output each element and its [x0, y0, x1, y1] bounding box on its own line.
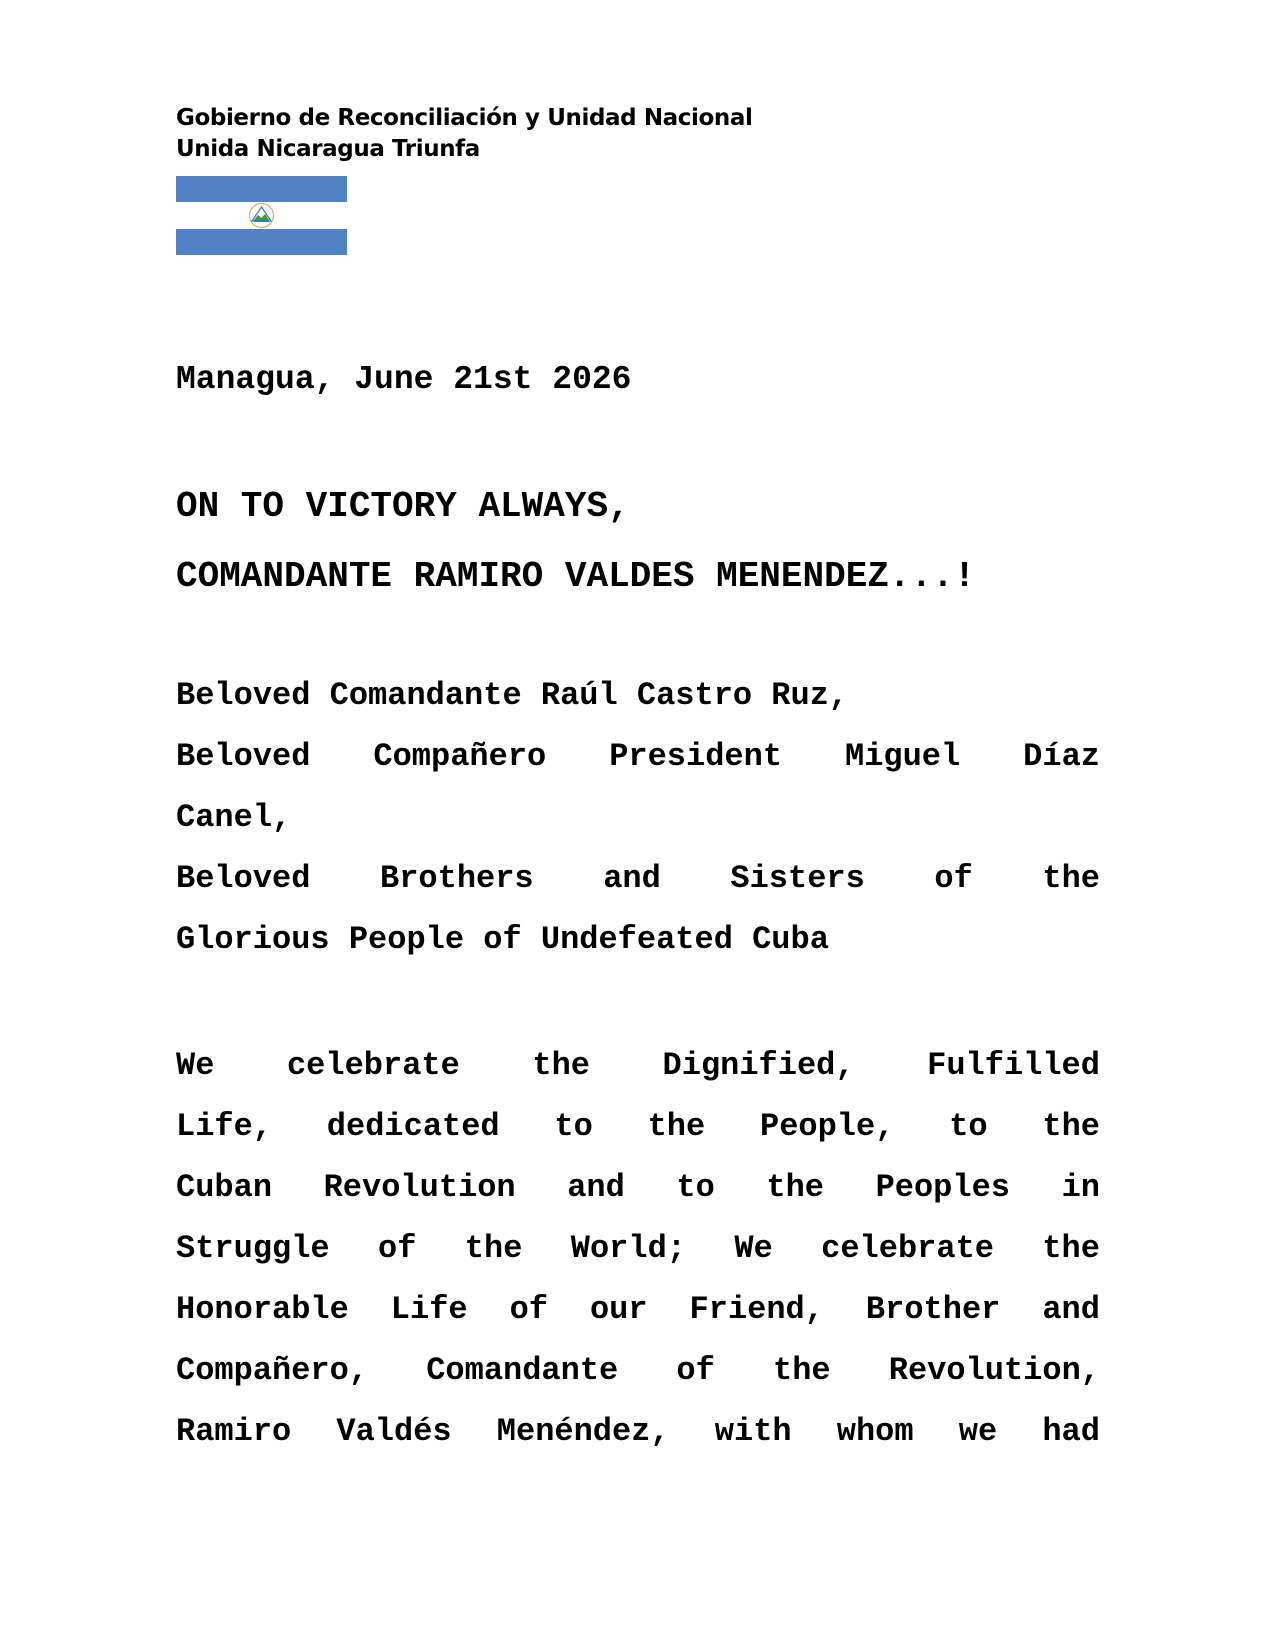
- salutation-line: [176, 798, 1100, 838]
- document-date: Managua, June 21st 2026: [176, 361, 632, 398]
- word: the: [772, 1352, 831, 1389]
- body-line: [176, 1168, 1100, 1208]
- word: the: [1042, 1108, 1100, 1145]
- word: Brothers: [380, 860, 534, 897]
- word: Dignified,: [662, 1047, 855, 1084]
- word: Miguel: [844, 738, 961, 775]
- word: Friend,: [689, 1291, 824, 1328]
- salutation-line: [176, 920, 1100, 960]
- word: the: [1042, 1230, 1100, 1267]
- word: had: [1042, 1413, 1100, 1450]
- word: Fulfilled: [927, 1047, 1100, 1084]
- headline-line-1: ON TO VICTORY ALWAYS,: [176, 486, 630, 527]
- word: Compañero: [373, 738, 547, 775]
- word: Beloved Comandante Raúl Castro Ruz,: [176, 677, 849, 714]
- word: Ramiro: [176, 1413, 292, 1450]
- word: the: [532, 1047, 590, 1084]
- salutation-line: [176, 676, 1100, 716]
- word: to: [949, 1108, 988, 1145]
- word: our: [589, 1291, 648, 1328]
- nicaragua-flag-icon: [176, 176, 347, 255]
- word: Beloved: [176, 738, 311, 775]
- word: and: [567, 1169, 625, 1206]
- word: Cuban: [176, 1169, 273, 1206]
- word: celebrate: [821, 1230, 994, 1267]
- word: Sisters: [730, 860, 865, 897]
- word: Revolution: [323, 1169, 516, 1206]
- body-line: [176, 1412, 1100, 1452]
- word: Beloved: [176, 860, 311, 897]
- word: of: [934, 860, 973, 897]
- word: Valdés: [336, 1413, 452, 1450]
- word: Revolution,: [888, 1352, 1100, 1389]
- letterhead-government: Gobierno de Reconciliación y Unidad Nacional: [176, 105, 753, 131]
- word: and: [1042, 1291, 1100, 1328]
- word: Life,: [176, 1108, 273, 1145]
- word: Peoples: [875, 1169, 1010, 1206]
- salutation-line: [176, 737, 1100, 777]
- word: of: [378, 1230, 417, 1267]
- word: Brother: [865, 1291, 1001, 1328]
- body-line: [176, 1107, 1100, 1147]
- word: to: [554, 1108, 593, 1145]
- letterhead-slogan: Unida Nicaragua Triunfa: [176, 136, 480, 162]
- body-line: [176, 1290, 1100, 1330]
- word: whom: [836, 1413, 914, 1450]
- word: World;: [570, 1230, 686, 1267]
- word: We: [176, 1047, 215, 1084]
- body-line: [176, 1229, 1100, 1269]
- word: the: [1042, 860, 1100, 897]
- word: of: [676, 1352, 715, 1389]
- word: Menéndez,: [496, 1413, 670, 1450]
- word: the: [647, 1108, 706, 1145]
- headline-line-2: COMANDANTE RAMIRO VALDES MENENDEZ...!: [176, 556, 976, 597]
- word: the: [464, 1230, 523, 1267]
- word: celebrate: [286, 1047, 460, 1084]
- word: People,: [759, 1108, 895, 1145]
- word: we: [958, 1413, 998, 1450]
- word: in: [1061, 1169, 1100, 1206]
- word: to: [676, 1169, 715, 1206]
- word: of: [509, 1291, 548, 1328]
- word: Compañero,: [176, 1352, 369, 1389]
- word: Canel,: [176, 799, 292, 836]
- letterhead: [176, 103, 753, 165]
- word: Struggle: [176, 1230, 330, 1267]
- word: and: [603, 860, 661, 897]
- word: Díaz: [1023, 738, 1100, 775]
- word: Glorious People of Undefeated Cuba: [176, 921, 829, 958]
- word: the: [766, 1169, 824, 1206]
- body-line: [176, 1351, 1100, 1391]
- word: dedicated: [326, 1108, 500, 1145]
- word: Comandante: [426, 1352, 619, 1389]
- word: President: [609, 738, 783, 775]
- word: Life: [390, 1291, 468, 1328]
- word: Honorable: [176, 1291, 349, 1328]
- salutation-line: [176, 859, 1100, 899]
- word: with: [714, 1413, 792, 1450]
- body-line: [176, 1046, 1100, 1086]
- word: We: [734, 1230, 773, 1267]
